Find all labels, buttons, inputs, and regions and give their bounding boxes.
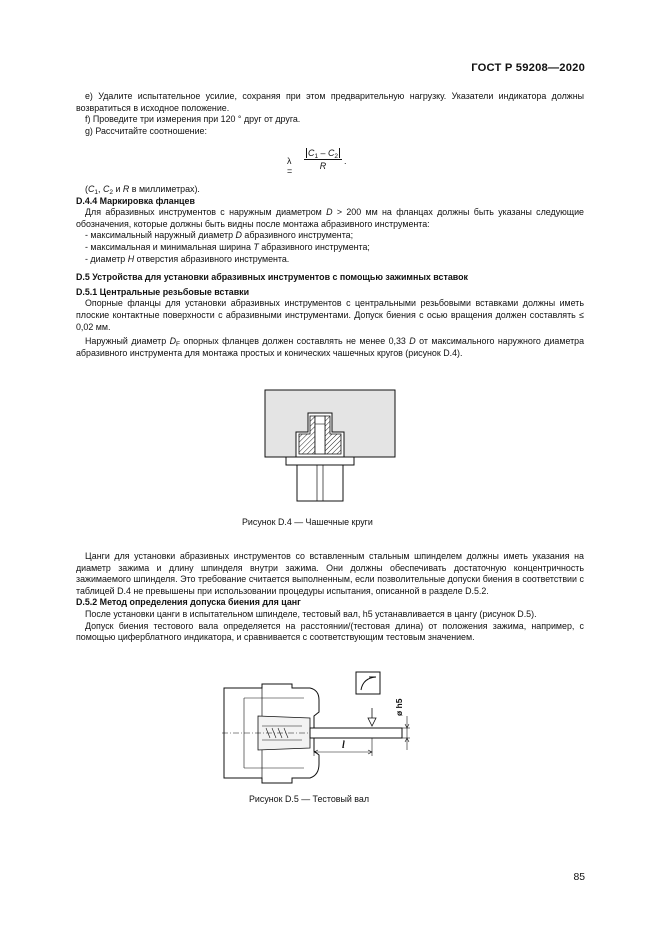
formula-period: . — [344, 156, 347, 166]
formula-lhs: λ = — [287, 156, 293, 176]
formula-fraction — [304, 148, 342, 171]
formula-denominator: R — [319, 161, 327, 171]
list-item-width: - максимальная и минимальная ширина T абразивного инструмента; — [85, 241, 370, 252]
page-number: 85 — [573, 872, 585, 883]
figure-d4-caption: Рисунок D.4 — Чашечные круги — [242, 517, 373, 527]
fit-label: ø h5 — [394, 698, 404, 716]
heading-d51: D.5.1 Центральные резьбовые вставки — [76, 286, 250, 297]
d51-paragraph: Опорные фланцы для установки абразивных инструментов с центральными резьбовыми вставками должны иметь плоские контактные поверхности с абразивными инструментами. Допуск биения с осью вращения должен составлять ≤ 0,02 мм. — [76, 298, 584, 332]
flange-plate — [286, 457, 354, 465]
figure-d5-caption: Рисунок D.5 — Тестовый вал — [249, 794, 369, 804]
figure-d5-test-shaft — [222, 668, 412, 786]
figure-d4-cup-wheels — [260, 382, 400, 504]
indicator-arrow-icon — [368, 718, 376, 726]
step-f-paragraph: f) Проведите три измерения при 120 ° друг от друга. — [85, 114, 301, 125]
d44-paragraph: Для абразивных инструментов с наружным диаметром D > 200 мм на фланцах должны быть указаны следующие обозначения, которые должны быть видны после монтажа абразивного инструмента: — [76, 207, 584, 229]
heading-d52: D.5.2 Метод определения допуска биения для цанг — [76, 597, 301, 608]
list-item-max-diameter: - максимальный наружный диаметр D абразивного инструмента; — [85, 230, 354, 241]
df-paragraph: Наружный диаметр $D_F$ опорных фланцев должен составлять не менее 0,33 D от максимального наружного диаметра абразивного инструмента для монтажа простых и конических чашечных кругов (рисунок D.4). — [76, 336, 585, 358]
collets-block — [76, 551, 584, 644]
test-shaft — [310, 728, 402, 738]
heading-d44: D.4.4 Маркировка фланцев — [76, 195, 195, 206]
steps-block — [76, 91, 584, 137]
step-e-paragraph: e) Удалите испытательное усилие, сохраняя при этом предварительную нагрузку. Указатели индикатора должны возвратиться в исходное положение. — [76, 91, 584, 113]
units-note: ($C_1$, $C_2$ и R в миллиметрах). — [85, 184, 200, 196]
step-g-paragraph: g) Рассчитайте соотношение: — [85, 125, 207, 136]
d52-paragraph-1: После установки цанги в испытательном шпинделе, тестовый вал, h5 устанавливается в цангу (рисунок D.5). — [85, 608, 537, 619]
length-label: l — [342, 740, 345, 751]
d52-paragraph-2: Допуск биения тестового вала определяется на расстоянии/(тестовая длина) от положения зажима, например, с помощью циферблатного индикатора, и сравнивается с соответствующим тестовым значением. — [76, 620, 584, 643]
standard-header: ГОСТ Р 59208—2020 — [471, 62, 585, 74]
collets-paragraph: Цанги для установки абразивных инструментов со вставленным стальным шпинделем должны иметь указания на диаметр зажима и длину шпинделя внутри зажима. Они должны обеспечивать достаточную концентричность зажимаемого шпинделя. Это требование считается выполненным, если позволительные допуски биения в соответствии с таблицей D.4 не превышены при использовании процедуры испытания, описанной в разделе D.5.2. — [76, 551, 584, 596]
flange-marking-block — [76, 184, 584, 359]
spindle-shaft — [297, 465, 343, 501]
heading-d5: D.5 Устройства для установки абразивных инструментов с помощью зажимных вставок — [76, 272, 468, 283]
dial-indicator-icon — [356, 672, 380, 694]
list-item-hole-diameter: - диаметр H отверстия абразивного инструмента. — [85, 253, 290, 264]
formula-numerator: $C_1 - C_2$ — [304, 148, 342, 160]
